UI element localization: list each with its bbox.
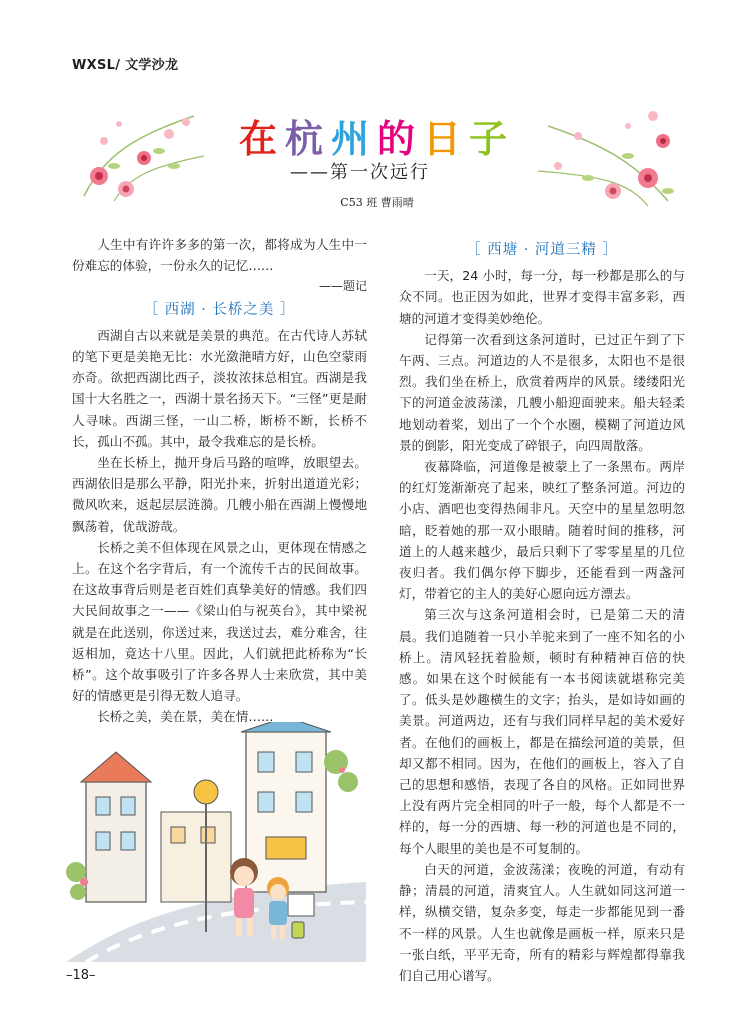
title-char: 在 [238, 117, 285, 161]
paragraph: 坐在长桥上，抛开身后马路的喧哗，放眼望去。西湖依旧是那么平静，阳光扑来，折射出道道光彩；微风吹来，返起层层涟漪。几艘小船在西湖上慢慢地飘荡着，优哉游哉。 [72, 455, 367, 534]
magazine-header: WXSL/ 文学沙龙 [72, 58, 179, 73]
paragraph: 长桥之美，美在景，美在情…… [97, 709, 274, 725]
section-heading-xihu: ［ 西湖 · 长桥之美 ］ [143, 301, 296, 318]
title-char: 的 [377, 117, 424, 161]
paragraph: 一天，24 小时，每一分，每一秒都是那么的与众不同。也正因为如此，世界才变得丰富多彩，西塘的河道才变得美妙绝伦。 [399, 268, 685, 326]
title-char: 子 [469, 117, 516, 161]
paragraph: 长桥之美不但体现在风景之山，更体现在情感之上。在这个名字背后，有一个流传千古的民间故事。在这故事背后则是老百姓们真挚美好的情感。我们四大民间故事之一——《梁山伯与祝英台》，其中梁祝就是在此送别，你送过来，我送过去，难分难舍，往返相加，竟达十八里。因此，人们就把此桥称为“长桥”。这个故事吸引了许多各界人士来欣赏，其中美好的情感更是引得无数人追寻。 [72, 539, 367, 704]
section-heading-xitang: ［ 西塘 · 河道三精 ］ [465, 242, 619, 258]
epigraph: 人生中有许许多多的第一次，都将成为人生中一份难忘的体验，一份永久的记忆…… [72, 237, 367, 274]
paragraph: 第三次与这条河道相会时，已是第二天的清晨。我们追随着一只小羊驼来到了一座不知名的小桥上。清风轻抚着脸颊，顿时有种精神百倍的快感。如果在这个时候能有一本书阅读就堪称完美了。低头是妙趣横生的文字；抬头，是如诗如画的美景。河道两边，还有与我们同样早起的美术爱好者。在他们的画板上，都是在描绘河道的美景，但却又都不相同。因为，在他们的画板上，容入了自己的思想和感悟，表现了各自的风格。正如同世界上没有两片完全相同的叶子一般，每个人都是不一样的，每一分的西塘、每一秒的河道也是不同的，每个人眼里的美也是不可复制的。 [399, 607, 685, 856]
paragraph: 西湖自古以来就是美景的典范。在古代诗人苏轼的笔下更是美艳无比：水光潋滟晴方好，山色空蒙雨亦奇。欲把西湖比西子，淡妆浓抹总相宜。西湖是我国十大名胜之一，西湖十景名扬天下。“三怪”更是耐人寻味。西湖三怪，一山二桥，断桥不断，长桥不长，孤山不孤。其中，最令我难忘的是长桥。 [72, 327, 367, 449]
paragraph: 白天的河道，金波荡漾；夜晚的河道，有动有静；清晨的河道，清爽宜人。人生就如同这河道一样，纵横交错，复杂多变，每走一步都能见到一番不一样的风景。人生也就像是画板一样，原来只是一张白纸，平平无奇，所有的精彩与辉煌都得靠我们自己用心谱写。 [399, 861, 685, 983]
author-byline: C53 班 曹雨晴 [340, 196, 414, 209]
street-illustration [66, 722, 366, 962]
page-number: –18– [66, 968, 96, 983]
title-char: 日 [423, 117, 470, 161]
right-column [399, 238, 685, 986]
article-title [0, 108, 754, 163]
title-char: 杭 [284, 117, 331, 161]
article-subtitle: ——第一次远行 [290, 162, 430, 183]
left-column [72, 234, 367, 728]
paragraph: 夜幕降临，河道像是被蒙上了一条黑布。两岸的红灯笼渐渐亮了起来，映红了整条河道。河边的小店、酒吧也变得热闹非凡。天空中的星星忽明忽暗，眨着她的那一双小眼睛。随着时间的推移，河道上的人越来越少，最后只剩下了零零星星的几位夜归者。我们偶尔停下脚步，还能看到一两盏河灯，带着它的主人的美好心愿向远方漂去。 [399, 459, 685, 602]
paragraph: 记得第一次看到这条河道时，已过正午到了下午两、三点。河道边的人不是很多，太阳也不是很烈。我们坐在桥上，欣赏着两岸的风景。缕缕阳光下的河道金波荡漾，几艘小船迎面驶来。船夫轻柔地划动着桨，划出了一个个水圈，模糊了河道边风景的倒影，阳光变成了碎银子，向四周散落。 [399, 331, 685, 453]
title-char: 州 [330, 117, 377, 161]
epigraph-sign: ——题记 [318, 279, 367, 294]
